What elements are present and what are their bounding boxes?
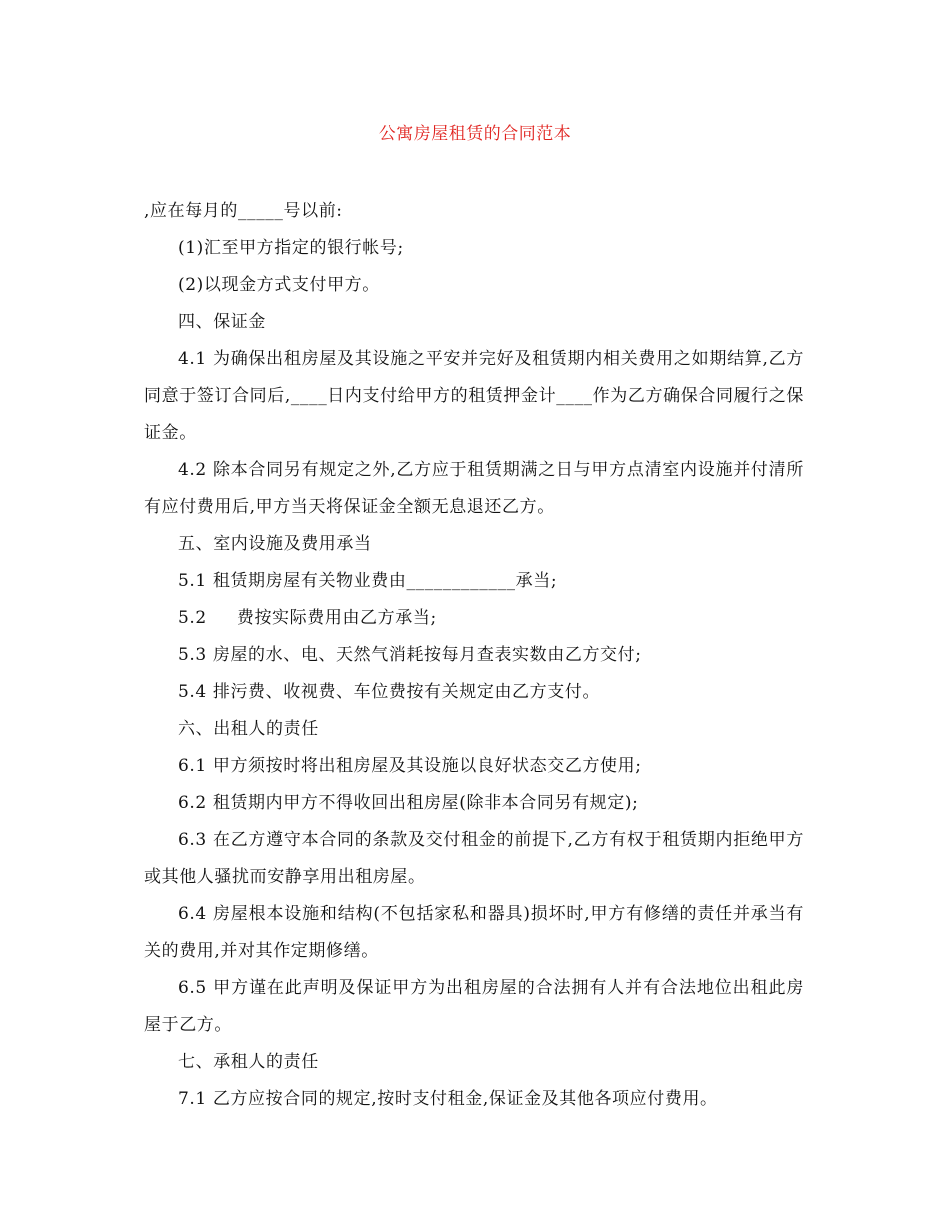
clause-6-1: 6.1 甲方须按时将出租房屋及其设施以良好状态交乙方使用;: [178, 756, 642, 776]
clause-5-2: 5.2 费按实际费用由乙方承当;: [178, 608, 437, 628]
section-heading-lessee: 七、承租人的责任: [178, 1052, 319, 1072]
clause-5-3: 5.3 房屋的水、电、天然气消耗按每月查表实数由乙方交付;: [178, 645, 642, 665]
document-title: 公寓房屋租赁的合同范本: [378, 124, 572, 144]
clause-6-2: 6.2 租赁期内甲方不得收回出租房屋(除非本合同另有规定);: [178, 793, 639, 813]
document-body: [144, 193, 804, 1118]
clause-6-4: 6.4 房屋根本设施和结构(不包括家私和器具)损坏时,甲方有修缮的责任并承当有关的费用,并对其作定期修缮。: [144, 904, 804, 961]
section-heading-facilities: 五、室内设施及费用承当: [178, 534, 372, 554]
clause-5-4: 5.4 排污费、收视费、车位费按有关规定由乙方支付。: [178, 682, 601, 702]
section-heading-lessor: 六、出租人的责任: [178, 719, 319, 739]
paragraph-payment-deadline: ,应在每月的_____号以前:: [144, 201, 343, 221]
section-heading-deposit: 四、保证金: [178, 312, 266, 332]
clause-6-5: 6.5 甲方谨在此声明及保证甲方为出租房屋的合法拥有人并有合法地位出租此房屋于乙方。: [144, 978, 804, 1035]
paragraph-payment-cash: (2)以现金方式支付甲方。: [178, 275, 380, 295]
clause-6-3: 6.3 在乙方遵守本合同的条款及交付租金的前提下,乙方有权于租赁期内拒绝甲方或其他人骚扰而安静享用出租房屋。: [144, 830, 804, 887]
paragraph-payment-bank: (1)汇至甲方指定的银行帐号;: [178, 238, 404, 258]
clause-4-1: 4.1 为确保出租房屋及其设施之平安并完好及租赁期内相关费用之如期结算,乙方同意于签订合同后,____日内支付给甲方的租赁押金计____作为乙方确保合同履行之保证金。: [144, 349, 804, 443]
clause-7-1: 7.1 乙方应按合同的规定,按时支付租金,保证金及其他各项应付费用。: [178, 1089, 718, 1109]
clause-4-2: 4.2 除本合同另有规定之外,乙方应于租赁期满之日与甲方点清室内设施并付清所有应付费用后,甲方当天将保证金全额无息退还乙方。: [144, 460, 804, 517]
clause-5-1: 5.1 租赁期房屋有关物业费由____________承当;: [178, 571, 558, 591]
